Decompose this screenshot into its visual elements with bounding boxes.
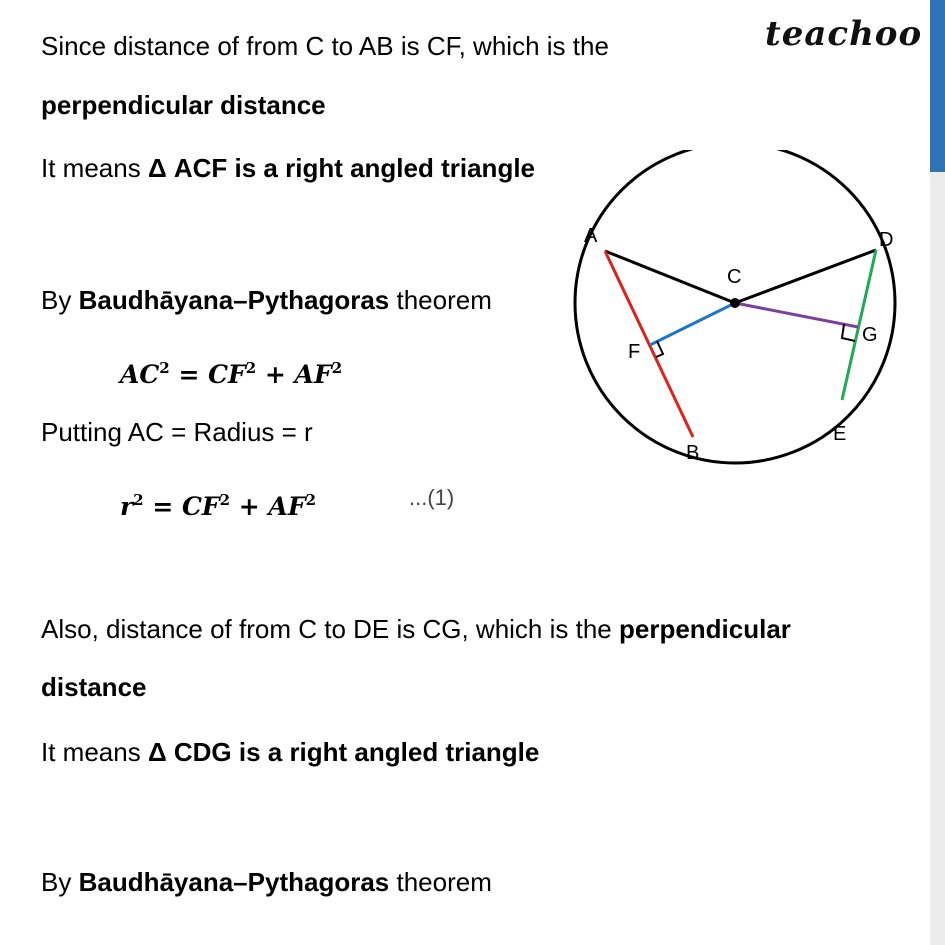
equation-ref: ...(1) — [409, 485, 455, 510]
text-line-5: Putting AC = Radius = r — [41, 417, 313, 447]
text-line-2: perpendicular distance — [41, 90, 326, 120]
equation-2: $r^2 = CF^2 + AF^2$ — [120, 491, 317, 521]
text-line-1: Since distance of from C to AB is CF, which is the — [41, 31, 609, 61]
label-g: G — [862, 324, 878, 346]
text-line-7: distance — [41, 672, 147, 702]
label-d: D — [879, 229, 894, 251]
label-f: F — [628, 341, 641, 363]
center-point — [730, 298, 740, 308]
label-b: B — [686, 442, 700, 464]
label-e: E — [833, 423, 847, 445]
right-angle-mark-f — [656, 341, 663, 357]
circle-diagram — [560, 150, 920, 470]
text-line-9: By Baudhāyana–Pythagoras theorem — [41, 867, 492, 897]
perpendicular-cf — [650, 303, 735, 345]
teachoo-logo: teachoo — [765, 14, 923, 54]
radius-cd — [735, 250, 876, 303]
label-a: A — [584, 225, 598, 247]
text-line-3: It means Δ ACF is a right angled triangle — [41, 153, 536, 183]
text-line-4: By Baudhāyana–Pythagoras theorem — [41, 285, 492, 315]
text-line-6: Also, distance of from C to DE is CG, which is the perpendicular — [41, 614, 791, 644]
scrollbar-thumb[interactable] — [930, 0, 945, 172]
text-line-8: It means Δ CDG is a right angled triangle — [41, 737, 540, 767]
equation-1: $AC^2 = CF^2 + AF^2$ — [120, 359, 343, 389]
label-c: C — [727, 266, 742, 288]
perpendicular-cg — [735, 303, 858, 327]
chord-ab — [605, 251, 693, 437]
